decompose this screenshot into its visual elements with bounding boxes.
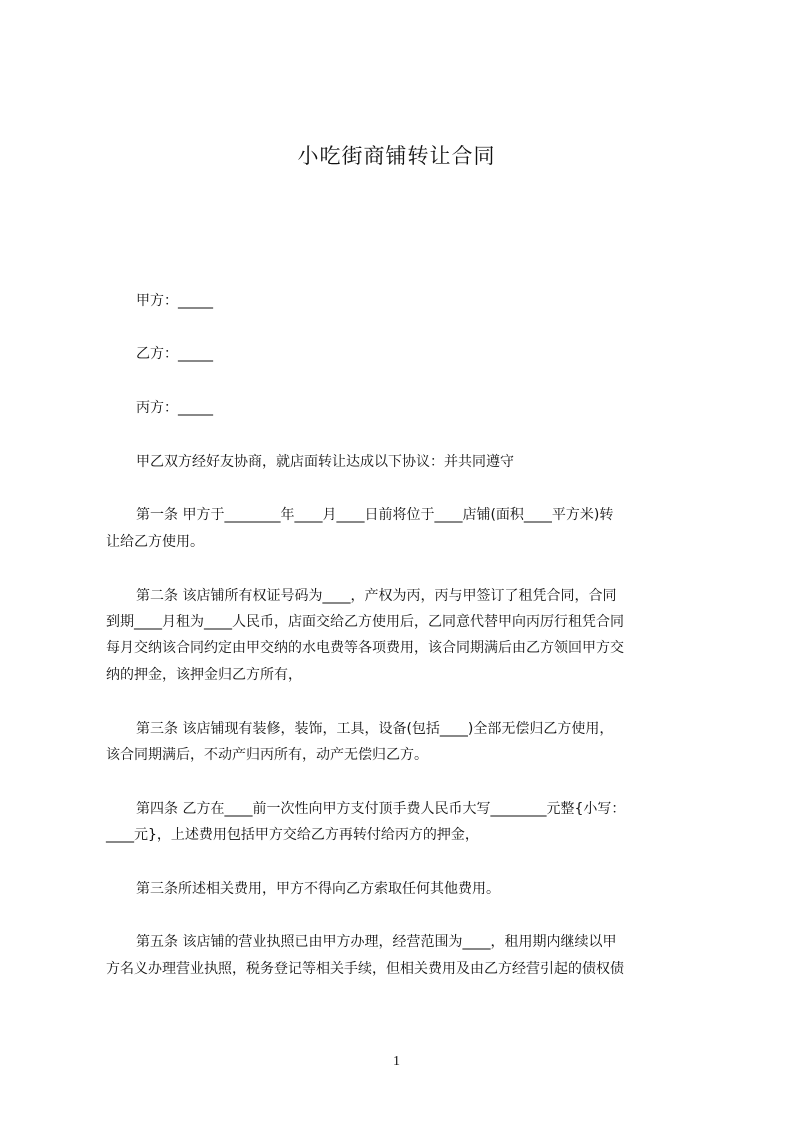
document-title: 小吃街商铺转让合同	[297, 144, 496, 168]
clause-3-line-1: 第三条 该店铺现有装修，装饰，工具，设备(包括____)全部无偿归乙方使用，	[136, 721, 614, 737]
clause-3-line-2: 该合同期满后，不动产归丙所有，动产无偿归乙方。	[106, 747, 428, 763]
clause-3-reference-line: 第三条所述相关费用，甲方不得向乙方索取任何其他费用。	[136, 881, 500, 897]
clause-5-line-1: 第五条 该店铺的营业执照已由甲方办理，经营范围为____，租用期内继续以甲	[136, 934, 617, 950]
party-yi: 乙方：_____	[136, 346, 213, 362]
clause-2-line-2: 到期____月租为____人民币，店面交给乙方使用后，乙同意代替甲向丙厉行租凭合同	[106, 614, 624, 630]
intro-paragraph: 甲乙双方经好友协商，就店面转让达成以下协议：并共同遵守	[136, 454, 514, 470]
page-number: 1	[393, 1054, 400, 1069]
clause-4-line-1: 第四条 乙方在____前一次性向甲方支付顶手费人民币大写________元整{小写：	[136, 801, 626, 817]
clause-1-line-1: 第一条 甲方于________年____月____日前将位于____店铺(面积____平方米)转	[136, 507, 614, 523]
clause-2-line-4: 纳的押金，该押金归乙方所有，	[106, 667, 302, 683]
clause-1-line-2: 让给乙方使用。	[106, 534, 204, 550]
clause-2-line-1: 第二条 该店铺所有权证号码为____，产权为丙，丙与甲签订了租凭合同，合同	[136, 588, 617, 604]
clause-2-line-3: 每月交纳该合同约定由甲交纳的水电费等各项费用，该合同期满后由乙方领回甲方交	[106, 640, 624, 656]
party-bing: 丙方：_____	[136, 400, 213, 416]
clause-4-line-2: ____元}，上述费用包括甲方交给乙方再转付给丙方的押金，	[106, 827, 479, 843]
party-jia: 甲方：_____	[136, 293, 213, 309]
clause-5-line-2: 方名义办理营业执照，税务登记等相关手续，但相关费用及由乙方经营引起的债权债	[106, 961, 624, 977]
